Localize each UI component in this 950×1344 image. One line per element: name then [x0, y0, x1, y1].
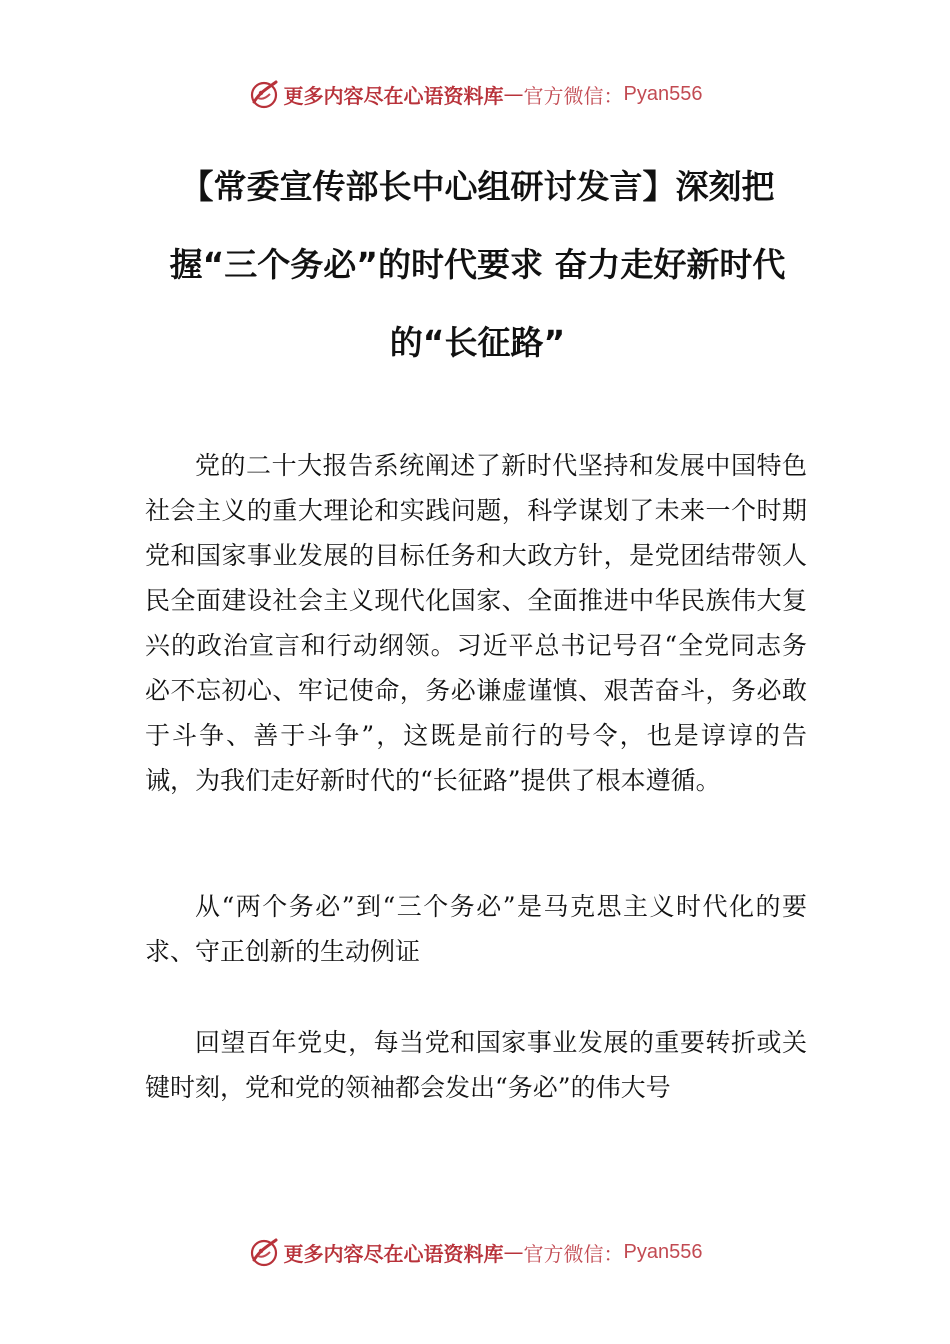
watermark-brand-text: 更多内容尽在心语资料库 [283, 1241, 504, 1266]
body-paragraph-1: 党的二十大报告系统阐述了新时代坚持和发展中国特色社会主义的重大理论和实践问题，科学谋划了未来一个时期党和国家事业发展的目标任务和大政方针，是党团结带领人民全面建设社会主义现代化国家、全面推进中华民族伟大复兴的政治宣言和行动纲领。习近平总书记号召“全党同志务必不忘初心、牢记使命，务必谦虚谨慎、艰苦奋斗，务必敢于斗争、善于斗争”，这既是前行的号令，也是谆谆的告诫，为我们走好新时代的“长征路”提供了根本遵循。 [145, 451, 807, 795]
brush-logo-icon [248, 1236, 280, 1268]
document-title: 【常委宣传部长中心组研讨发言】深刻把握“三个务必”的时代要求 奋力走好新时代的“长征路” [169, 167, 786, 362]
watermark-contact-label: 官方微信： [523, 83, 624, 108]
watermark-separator: — [503, 1240, 524, 1264]
body-paragraph-3: 回望百年党史，每当党和国家事业发展的重要转折或关键时刻，党和党的领袖都会发出“务必”的伟大号 [145, 1028, 807, 1102]
footer-watermark [0, 1232, 950, 1272]
watermark-contact-id: Pyan556 [623, 82, 703, 105]
body-paragraph-2: 从“两个务必”到“三个务必”是马克思主义时代化的要求、守正创新的生动例证 [145, 892, 807, 966]
header-watermark [0, 74, 950, 114]
watermark-contact-label: 官方微信： [523, 1241, 624, 1266]
brush-logo-icon [248, 78, 280, 110]
watermark-separator: — [503, 82, 524, 106]
watermark-contact-id: Pyan556 [623, 1240, 703, 1263]
watermark-brand-text: 更多内容尽在心语资料库 [283, 83, 504, 108]
